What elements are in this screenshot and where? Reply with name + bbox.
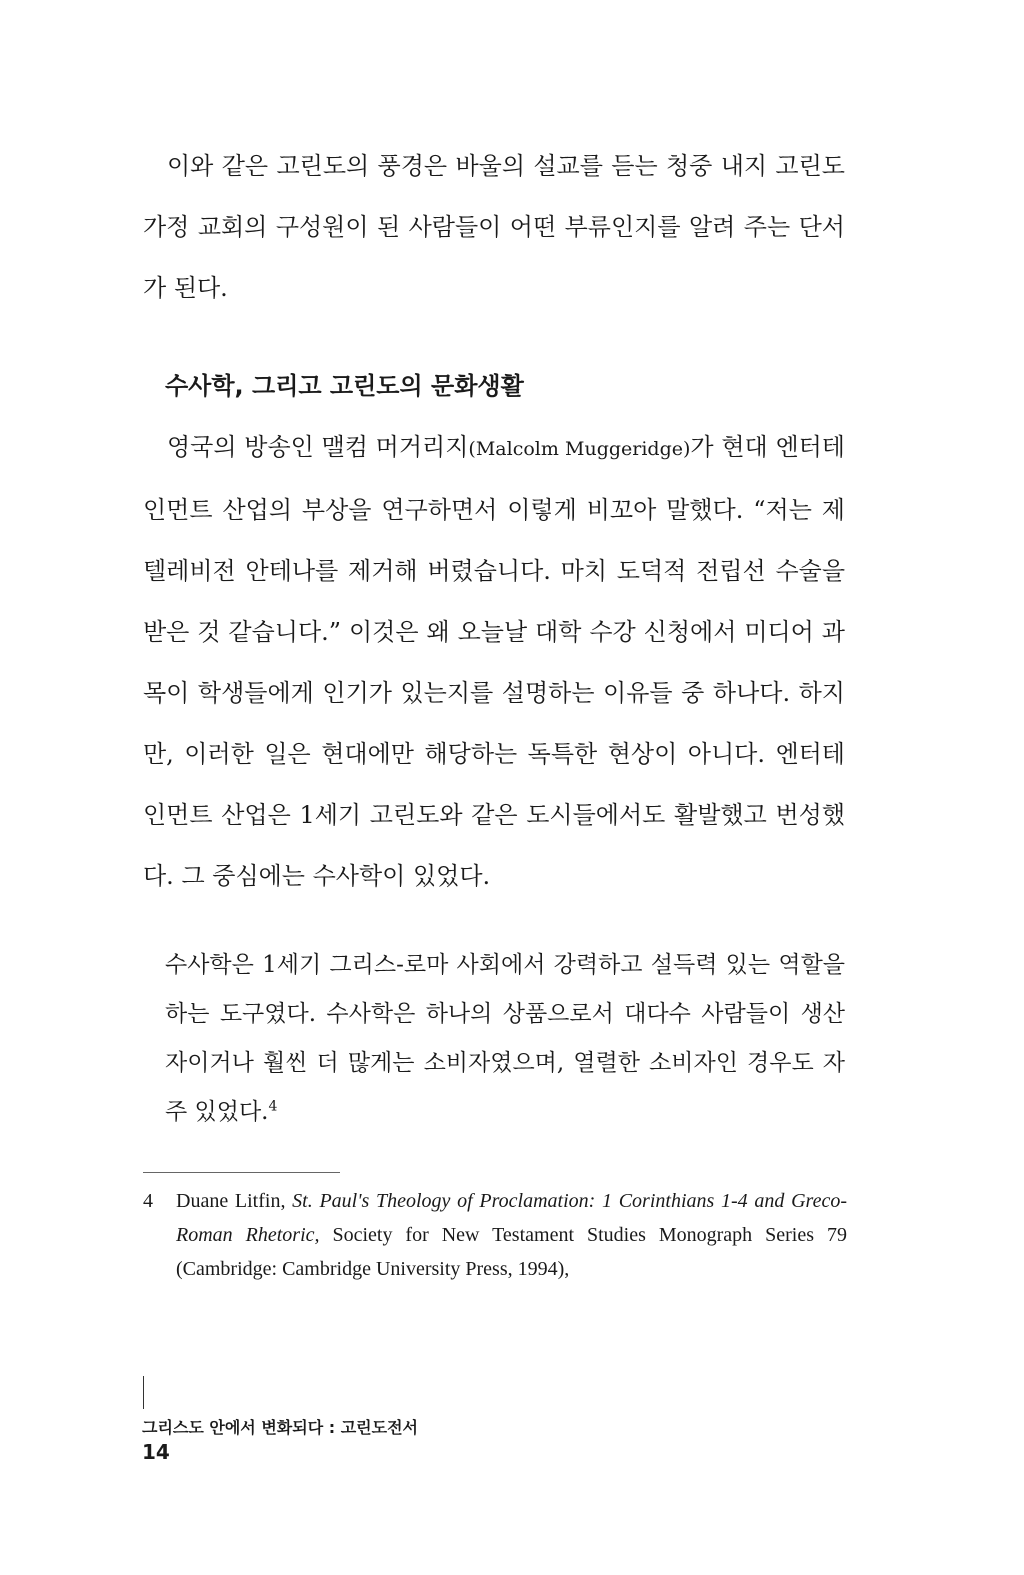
paragraph-2-latin-name: (Malcolm Muggeridge) [468, 438, 691, 460]
block-quote-text: 수사학은 1세기 그리스-로마 사회에서 강력하고 설득력 있는 역할을 하는 도구였다. 수사학은 하나의 상품으로서 대다수 사람들이 생산자이거나 훨씬 더 많게는 소비자였으며, 열렬한 소비자인 경우도 자주 있었다. [165, 952, 845, 1125]
paragraph-2-text-a: 영국의 방송인 맬컴 머거리지 [167, 433, 469, 461]
footnote-divider [143, 1172, 340, 1173]
footnote-number: 4 [143, 1190, 153, 1212]
paragraph-2-text-b: 가 현대 엔터테인먼트 산업의 부상을 연구하면서 이렇게 비꼬아 말했다. “저는 제 텔레비전 안테나를 제거해 버렸습니다. 마치 도덕적 전립선 수술을 받은 것 같습니다.” 이것은 왜 오늘날 대학 수강 신청에서 미디어 과목이 학생들에게 인기가 있는지를 설명하는 이유들 중 하나다. 하지만, 이러한 일은 현대에만 해당하는 독특한 현상이 아니다. 엔터테인먼트 산업은 1세기 고린도와 같은 도시들에서도 활발했고 번성했다. 그 중심에는 수사학이 있었다. [143, 433, 845, 890]
body-paragraph-2 [143, 417, 845, 907]
footnote-text [176, 1184, 847, 1286]
section-heading: 수사학, 그리고 고린도의 문화생활 [165, 372, 524, 400]
block-quote [165, 941, 845, 1137]
footnote [143, 1184, 847, 1286]
running-book-title: 그리스도 안에서 변화되다 : 고린도전서 [142, 1418, 418, 1437]
footnote-publication: Society for New Testament Studies Monograph Series 79 (Cambridge: Cambridge University Press, 1994), [176, 1224, 847, 1280]
footnote-reference[interactable]: 4 [268, 1098, 278, 1115]
footnote-book-title: St. Paul's Theology of Proclamation: 1 Corinthians 1-4 and Greco-Roman Rhetoric, [176, 1190, 847, 1246]
body-paragraph-1: 이와 같은 고린도의 풍경은 바울의 설교를 듣는 청중 내지 고린도 가정 교회의 구성원이 된 사람들이 어떤 부류인지를 알려 주는 단서가 된다. [143, 152, 845, 302]
folio-divider [143, 1376, 144, 1409]
footnote-author: Duane Litfin, [176, 1190, 293, 1212]
page-number: 14 [142, 1440, 170, 1464]
